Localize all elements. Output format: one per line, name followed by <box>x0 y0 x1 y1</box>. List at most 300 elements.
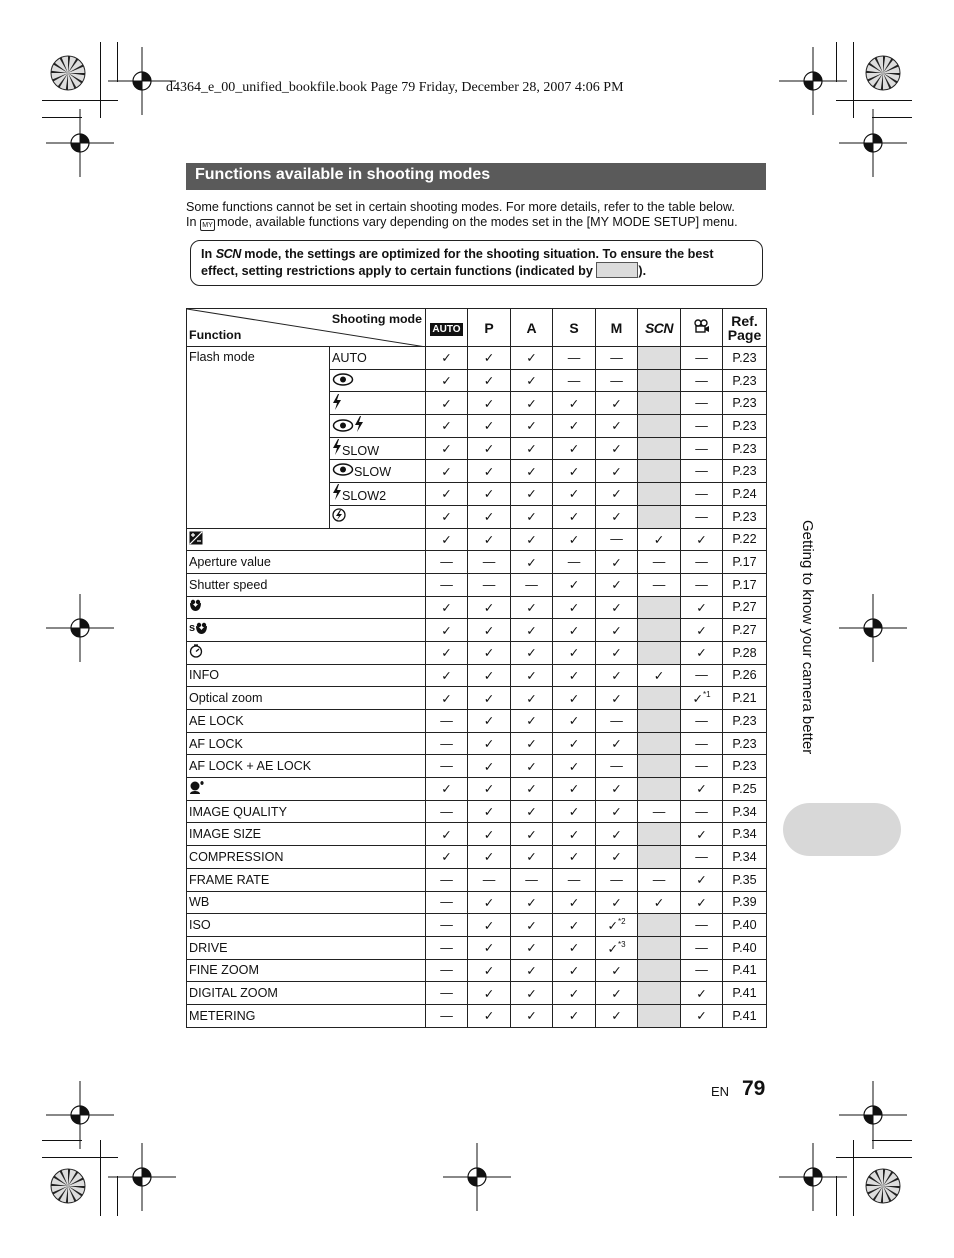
cell-movie: — <box>681 392 723 415</box>
cell-a: ✓ <box>511 755 553 778</box>
cell-scn <box>638 392 681 415</box>
cell-scn <box>638 982 681 1005</box>
ref-page: P.17 <box>723 573 767 596</box>
ref-page: P.34 <box>723 800 767 823</box>
table-row <box>187 778 767 801</box>
cell-a: ✓ <box>511 641 553 664</box>
flash-mode-label: Flash mode <box>187 347 330 529</box>
cell-a: ✓ <box>511 392 553 415</box>
ref-page: P.22 <box>723 528 767 551</box>
header-scn: SCN <box>638 309 681 347</box>
crop-line <box>42 1157 118 1158</box>
crop-line <box>42 100 118 101</box>
functions-table <box>186 308 767 1028</box>
ref-page: P.34 <box>723 846 767 869</box>
ref-page: P.24 <box>723 483 767 506</box>
cell-s: ✓ <box>553 505 596 528</box>
header-auto: AUTO <box>426 309 468 347</box>
cell-movie: ✓ <box>681 596 723 619</box>
crop-line <box>42 117 82 118</box>
cell-s: — <box>553 551 596 574</box>
table-row <box>187 891 767 914</box>
crop-line <box>836 42 837 82</box>
cell-s: ✓ <box>553 823 596 846</box>
cell-movie: — <box>681 936 723 959</box>
crop-line <box>100 1140 101 1216</box>
cell-scn <box>638 959 681 982</box>
cell-a: ✓ <box>511 619 553 642</box>
table-row <box>187 982 767 1005</box>
cell-m: ✓ <box>596 778 638 801</box>
ref-page: P.27 <box>723 619 767 642</box>
cell-a: ✓ <box>511 664 553 687</box>
crop-line <box>872 117 912 118</box>
registration-mark-icon <box>46 1081 114 1149</box>
cell-movie: — <box>681 959 723 982</box>
self-timer-icon <box>187 641 426 664</box>
cell-auto: — <box>426 936 468 959</box>
table-row <box>187 573 767 596</box>
cell-p: ✓ <box>468 641 511 664</box>
ref-page: P.23 <box>723 755 767 778</box>
cell-auto: — <box>426 914 468 937</box>
cell-p: ✓ <box>468 528 511 551</box>
cell-movie: ✓ <box>681 823 723 846</box>
registration-mark-icon <box>839 1081 907 1149</box>
table-row <box>187 664 767 687</box>
header-m: M <box>596 309 638 347</box>
table-row <box>187 914 767 937</box>
header-a: A <box>511 309 553 347</box>
cell-m: ✓ <box>596 823 638 846</box>
table-row <box>187 936 767 959</box>
starburst-mark-icon <box>50 55 86 91</box>
function-label: FRAME RATE <box>187 868 426 891</box>
ref-page: P.17 <box>723 551 767 574</box>
cell-scn <box>638 619 681 642</box>
cell-s: ✓ <box>553 846 596 869</box>
cell-m: ✓ <box>596 891 638 914</box>
registration-mark-icon <box>839 109 907 177</box>
cell-s: — <box>553 369 596 392</box>
table-row <box>187 551 767 574</box>
cell-scn <box>638 641 681 664</box>
cell-m: — <box>596 755 638 778</box>
cell-a: ✓ <box>511 800 553 823</box>
cell-auto: — <box>426 868 468 891</box>
function-label: DRIVE <box>187 936 426 959</box>
function-label: INFO <box>187 664 426 687</box>
table-row <box>187 528 767 551</box>
table-row <box>187 959 767 982</box>
crop-line <box>853 42 854 118</box>
cell-p: ✓ <box>468 891 511 914</box>
ref-page: P.21 <box>723 687 767 710</box>
cell-a: ✓ <box>511 823 553 846</box>
flash-submode: SLOW <box>330 437 426 460</box>
cell-scn <box>638 687 681 710</box>
cell-s: ✓ <box>553 573 596 596</box>
cell-m: — <box>596 710 638 733</box>
cell-a: ✓ <box>511 1004 553 1027</box>
flash-submode: SLOW2 <box>330 483 426 506</box>
cell-movie: ✓ <box>681 528 723 551</box>
registration-mark-icon <box>46 109 114 177</box>
cell-m: ✓ <box>596 1004 638 1027</box>
cell-s: — <box>553 347 596 370</box>
cell-p: ✓ <box>468 392 511 415</box>
cell-scn <box>638 1004 681 1027</box>
cell-movie: — <box>681 800 723 823</box>
flash-submode <box>330 369 426 392</box>
header-movie-icon <box>681 309 723 347</box>
cell-scn: — <box>638 551 681 574</box>
cell-p: ✓ <box>468 1004 511 1027</box>
cell-p: ✓ <box>468 415 511 438</box>
cell-auto: — <box>426 891 468 914</box>
ref-page: P.23 <box>723 347 767 370</box>
table-row <box>187 800 767 823</box>
cell-auto: ✓ <box>426 687 468 710</box>
cell-a: ✓ <box>511 437 553 460</box>
function-label: DIGITAL ZOOM <box>187 982 426 1005</box>
cell-m: ✓ <box>596 483 638 506</box>
cell-auto: — <box>426 732 468 755</box>
cell-m: — <box>596 369 638 392</box>
cell-scn: — <box>638 800 681 823</box>
cell-movie: — <box>681 437 723 460</box>
page-number: 79 <box>742 1077 766 1100</box>
cell-s: ✓ <box>553 664 596 687</box>
table-row <box>187 755 767 778</box>
cell-p: ✓ <box>468 483 511 506</box>
cell-m: ✓ <box>596 505 638 528</box>
function-label: WB <box>187 891 426 914</box>
cell-movie: — <box>681 755 723 778</box>
cell-scn: ✓ <box>638 664 681 687</box>
cell-p: ✓ <box>468 936 511 959</box>
cell-auto: ✓ <box>426 505 468 528</box>
function-label: METERING <box>187 1004 426 1027</box>
cell-a: ✓ <box>511 347 553 370</box>
cell-a: ✓ <box>511 596 553 619</box>
ref-page: P.40 <box>723 914 767 937</box>
cell-s: ✓ <box>553 755 596 778</box>
cell-auto: ✓ <box>426 483 468 506</box>
cell-s: — <box>553 868 596 891</box>
cell-m: — <box>596 347 638 370</box>
cell-auto: ✓ <box>426 641 468 664</box>
side-tab-marker <box>783 803 901 856</box>
cell-auto: ✓ <box>426 846 468 869</box>
cell-p: — <box>468 573 511 596</box>
ref-page: P.41 <box>723 959 767 982</box>
flash-submode: AUTO <box>330 347 426 370</box>
cell-auto: ✓ <box>426 528 468 551</box>
cell-m: — <box>596 528 638 551</box>
note-text: mode, the settings are optimized for the shooting situation. To ensure the best effect, setting restrictions apply to certain functions (indicated by <box>201 247 714 278</box>
cell-movie: ✓ <box>681 778 723 801</box>
cell-m: ✓$^{*3}$ <box>596 936 638 959</box>
cell-auto: — <box>426 959 468 982</box>
cell-s: ✓ <box>553 460 596 483</box>
cell-m: ✓ <box>596 415 638 438</box>
cell-movie: — <box>681 551 723 574</box>
cell-scn <box>638 823 681 846</box>
cell-m: — <box>596 868 638 891</box>
cell-movie: — <box>681 347 723 370</box>
table-row <box>187 868 767 891</box>
cell-a: ✓ <box>511 551 553 574</box>
cell-m: ✓ <box>596 846 638 869</box>
ref-page: P.26 <box>723 664 767 687</box>
function-label: IMAGE SIZE <box>187 823 426 846</box>
cell-scn: — <box>638 868 681 891</box>
cell-m: ✓ <box>596 596 638 619</box>
cell-scn: — <box>638 573 681 596</box>
cell-p: ✓ <box>468 619 511 642</box>
table-row <box>187 347 767 370</box>
registration-mark-icon <box>443 1143 511 1211</box>
face-detect-icon <box>187 778 426 801</box>
cell-p: ✓ <box>468 914 511 937</box>
cell-p: ✓ <box>468 596 511 619</box>
cell-auto: ✓ <box>426 596 468 619</box>
cell-a: ✓ <box>511 528 553 551</box>
cell-m: ✓ <box>596 732 638 755</box>
header-p: P <box>468 309 511 347</box>
note-pre: In <box>201 247 213 261</box>
function-label: Aperture value <box>187 551 426 574</box>
cell-p: ✓ <box>468 687 511 710</box>
cell-auto: ✓ <box>426 437 468 460</box>
cell-movie: — <box>681 846 723 869</box>
cell-p: ✓ <box>468 710 511 733</box>
cell-a: ✓ <box>511 778 553 801</box>
cell-movie: ✓ <box>681 1004 723 1027</box>
crop-line <box>42 1140 82 1141</box>
cell-p: — <box>468 868 511 891</box>
cell-movie: — <box>681 732 723 755</box>
cell-p: ✓ <box>468 369 511 392</box>
restriction-swatch <box>596 262 638 278</box>
cell-p: ✓ <box>468 460 511 483</box>
cell-m: ✓ <box>596 982 638 1005</box>
cell-s: ✓ <box>553 959 596 982</box>
ref-page-header: Ref. Page <box>723 309 767 347</box>
cell-s: ✓ <box>553 936 596 959</box>
function-label: AE LOCK <box>187 710 426 733</box>
cell-movie: ✓$^{*1}$ <box>681 687 723 710</box>
cell-movie: — <box>681 369 723 392</box>
cell-movie: — <box>681 914 723 937</box>
table-row <box>187 823 767 846</box>
cell-scn <box>638 710 681 733</box>
print-header: d4364_e_00_unified_bookfile.book Page 79 Friday, December 28, 2007 4:06 PM <box>166 80 624 95</box>
cell-movie: ✓ <box>681 868 723 891</box>
table-row <box>187 846 767 869</box>
cell-movie: — <box>681 664 723 687</box>
cell-movie: — <box>681 483 723 506</box>
cell-auto: ✓ <box>426 347 468 370</box>
cell-a: ✓ <box>511 369 553 392</box>
cell-a: ✓ <box>511 959 553 982</box>
ref-page: P.23 <box>723 710 767 733</box>
table-row <box>187 619 767 642</box>
cell-a: ✓ <box>511 936 553 959</box>
ref-page: P.23 <box>723 437 767 460</box>
scn-note-box <box>190 240 763 286</box>
cell-movie: — <box>681 573 723 596</box>
cell-s: ✓ <box>553 619 596 642</box>
flash-submode: SLOW <box>330 460 426 483</box>
side-tab-text: Getting to know your camera better <box>799 520 816 755</box>
cell-scn <box>638 596 681 619</box>
ref-page: P.34 <box>723 823 767 846</box>
cell-a: ✓ <box>511 710 553 733</box>
crop-line <box>117 42 118 82</box>
function-label: AF LOCK <box>187 732 426 755</box>
cell-a: ✓ <box>511 415 553 438</box>
cell-scn <box>638 347 681 370</box>
cell-movie: ✓ <box>681 982 723 1005</box>
cell-movie: — <box>681 710 723 733</box>
starburst-mark-icon <box>865 55 901 91</box>
cell-movie: — <box>681 415 723 438</box>
ref-page: P.28 <box>723 641 767 664</box>
function-label: AF LOCK + AE LOCK <box>187 755 426 778</box>
registration-mark-icon <box>839 594 907 662</box>
cell-s: ✓ <box>553 687 596 710</box>
cell-s: ✓ <box>553 732 596 755</box>
cell-p: — <box>468 551 511 574</box>
shooting-mode-label: Shooting mode <box>331 312 422 326</box>
cell-m: ✓ <box>596 641 638 664</box>
cell-scn <box>638 505 681 528</box>
cell-m: ✓ <box>596 619 638 642</box>
cell-auto: — <box>426 800 468 823</box>
macro-icon <box>187 596 426 619</box>
cell-a: ✓ <box>511 505 553 528</box>
cell-m: ✓ <box>596 664 638 687</box>
cell-s: ✓ <box>553 982 596 1005</box>
crop-line <box>117 1176 118 1216</box>
function-label: Function <box>189 328 242 342</box>
cell-auto: — <box>426 982 468 1005</box>
cell-auto: ✓ <box>426 415 468 438</box>
cell-s: ✓ <box>553 392 596 415</box>
cell-s: ✓ <box>553 778 596 801</box>
cell-auto: ✓ <box>426 778 468 801</box>
cell-auto: — <box>426 1004 468 1027</box>
cell-movie: ✓ <box>681 619 723 642</box>
function-label: COMPRESSION <box>187 846 426 869</box>
function-label: Optical zoom <box>187 687 426 710</box>
ref-page: P.41 <box>723 982 767 1005</box>
cell-p: ✓ <box>468 732 511 755</box>
cell-p: ✓ <box>468 846 511 869</box>
cell-auto: — <box>426 755 468 778</box>
cell-s: ✓ <box>553 437 596 460</box>
function-label: FINE ZOOM <box>187 959 426 982</box>
cell-s: ✓ <box>553 891 596 914</box>
cell-m: ✓ <box>596 573 638 596</box>
cell-p: ✓ <box>468 505 511 528</box>
cell-m: ✓$^{*2}$ <box>596 914 638 937</box>
crop-line <box>872 1140 912 1141</box>
ref-page: P.35 <box>723 868 767 891</box>
intro-line-2-pre: In <box>186 215 197 229</box>
my-mode-icon: MY <box>200 219 215 231</box>
note-post: ). <box>638 264 647 278</box>
cell-a: ✓ <box>511 982 553 1005</box>
ref-page: P.23 <box>723 460 767 483</box>
cell-auto: — <box>426 551 468 574</box>
cell-s: ✓ <box>553 641 596 664</box>
cell-scn <box>638 369 681 392</box>
cell-m: ✓ <box>596 392 638 415</box>
cell-auto: ✓ <box>426 664 468 687</box>
cell-m: ✓ <box>596 687 638 710</box>
cell-scn <box>638 460 681 483</box>
super-macro-icon: s <box>187 619 426 642</box>
cell-auto: ✓ <box>426 823 468 846</box>
cell-p: ✓ <box>468 664 511 687</box>
cell-p: ✓ <box>468 778 511 801</box>
cell-s: ✓ <box>553 596 596 619</box>
table-row <box>187 687 767 710</box>
flash-submode <box>330 392 426 415</box>
function-label: Shutter speed <box>187 573 426 596</box>
cell-scn <box>638 483 681 506</box>
cell-scn <box>638 755 681 778</box>
cell-p: ✓ <box>468 755 511 778</box>
cell-auto: ✓ <box>426 460 468 483</box>
cell-a: ✓ <box>511 483 553 506</box>
crop-line <box>853 1140 854 1216</box>
cell-a: ✓ <box>511 732 553 755</box>
crop-line <box>836 1157 912 1158</box>
cell-auto: ✓ <box>426 619 468 642</box>
cell-p: ✓ <box>468 823 511 846</box>
cell-scn <box>638 846 681 869</box>
cell-s: ✓ <box>553 914 596 937</box>
cell-scn <box>638 778 681 801</box>
cell-auto: ✓ <box>426 392 468 415</box>
cell-auto: ✓ <box>426 369 468 392</box>
cell-scn <box>638 415 681 438</box>
cell-m: ✓ <box>596 959 638 982</box>
table-row <box>187 732 767 755</box>
cell-m: ✓ <box>596 800 638 823</box>
scn-icon: SCN <box>215 247 241 261</box>
cell-auto: — <box>426 573 468 596</box>
cell-a: ✓ <box>511 914 553 937</box>
ref-page: P.39 <box>723 891 767 914</box>
cell-a: ✓ <box>511 687 553 710</box>
cell-scn <box>638 914 681 937</box>
cell-scn: ✓ <box>638 891 681 914</box>
ref-page: P.23 <box>723 415 767 438</box>
cell-a: ✓ <box>511 891 553 914</box>
cell-p: ✓ <box>468 982 511 1005</box>
cell-m: ✓ <box>596 551 638 574</box>
crop-line <box>836 100 912 101</box>
cell-p: ✓ <box>468 437 511 460</box>
cell-a: — <box>511 868 553 891</box>
ref-page: P.27 <box>723 596 767 619</box>
cell-m: ✓ <box>596 460 638 483</box>
